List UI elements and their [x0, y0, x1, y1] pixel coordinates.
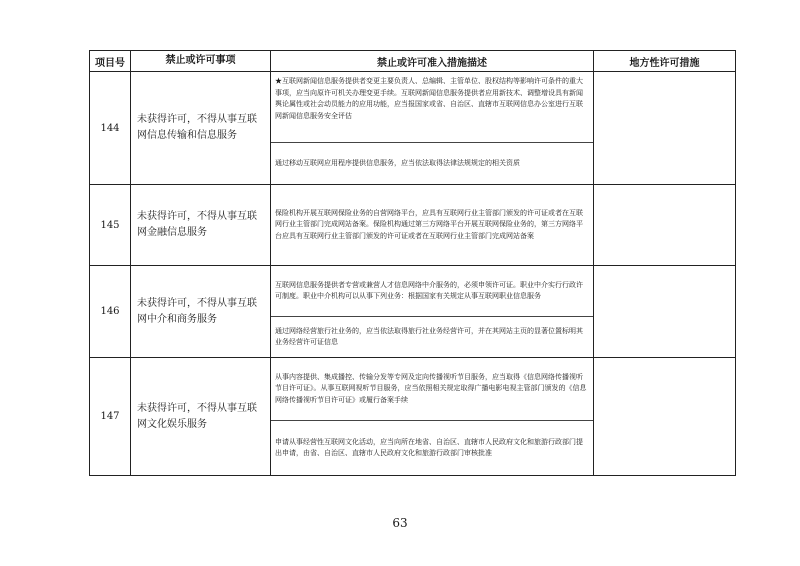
row-number: 147	[90, 358, 131, 476]
table-row	[90, 185, 736, 266]
description-paragraph: 通过移动互联网应用程序提供信息服务，应当依法取得法律法规规定的相关资质	[271, 142, 593, 184]
row-local-measure	[594, 358, 736, 476]
header-description: 禁止或许可准入措施描述	[271, 51, 594, 72]
page-number: 63	[392, 516, 408, 530]
row-local-measure	[594, 185, 736, 266]
row-description	[271, 72, 594, 185]
header-local-measures: 地方性许可措施	[594, 51, 736, 72]
row-description	[271, 266, 594, 358]
row-description	[271, 185, 594, 266]
description-paragraph: 申请从事经营性互联网文化活动，应当向所在地省、自治区、直辖市人民政府文化和旅游行政部门提出申请，由省、自治区、直辖市人民政府文化和旅游行政部门审核批准	[271, 420, 593, 475]
description-paragraph: 互联网信息服务提供者专营或兼营人才信息网络中介服务的，必须申领许可证。职业中介实行行政许可制度。职业中介机构可以从事下列业务：根据国家有关规定从事互联网职业信息服务	[275, 280, 583, 300]
row-number: 146	[90, 266, 131, 358]
row-item: 未获得许可，不得从事互联网金融信息服务	[131, 185, 271, 266]
row-description	[271, 358, 594, 476]
row-local-measure	[594, 72, 736, 185]
description-paragraph: 通过网络经营旅行社业务的，应当依法取得旅行社业务经营许可，并在其网站主页的显著位置标明其业务经营许可证信息	[271, 316, 593, 357]
row-number: 144	[90, 72, 131, 185]
table-row	[90, 266, 736, 358]
description-paragraph: 从事内容提供、集成播控、传输分发等专网及定向传播视听节目服务，应当取得《信息网络传播视听节目许可证》。从事互联网视听节目服务，应当依照相关规定取得广播电影电视主管部门颁发的《信息网络传播视听节目许可证》或履行备案手续	[275, 372, 587, 404]
description-paragraph: 保险机构开展互联网保险业务的自营网络平台，应具有互联网行业主管部门颁发的许可证或者在互联网行业主管部门完成网站备案。保险机构通过第三方网络平台开展互联网保险业务的，第三方网络平台应具有互联网行业主管部门颁发的许可证或者在互联网行业主管部门完成网站备案	[275, 208, 583, 240]
header-item-number: 项目号	[90, 51, 131, 72]
table-row	[90, 72, 736, 185]
row-local-measure	[594, 266, 736, 358]
table-header-row	[90, 51, 736, 72]
row-number: 145	[90, 185, 131, 266]
row-item: 未获得许可，不得从事互联网信息传输和信息服务	[131, 72, 271, 185]
row-item: 未获得许可，不得从事互联网文化娱乐服务	[131, 358, 271, 476]
description-paragraph: ★互联网新闻信息服务提供者变更主要负责人、总编辑、主管单位、股权结构等影响许可条件的重大事项，应当向原许可机关办理变更手续。互联网新闻信息服务提供者应用新技术、调整增设具有新闻舆论属性或社会动员能力的应用功能，应当报国家或省、自治区、直辖市互联网信息办公室进行互联网新闻信息服务安全评估	[275, 77, 583, 120]
row-item: 未获得许可，不得从事互联网中介和商务服务	[131, 266, 271, 358]
table-row	[90, 358, 736, 476]
measures-table	[89, 50, 736, 476]
header-item-name: 禁止或许可事项	[131, 51, 271, 72]
